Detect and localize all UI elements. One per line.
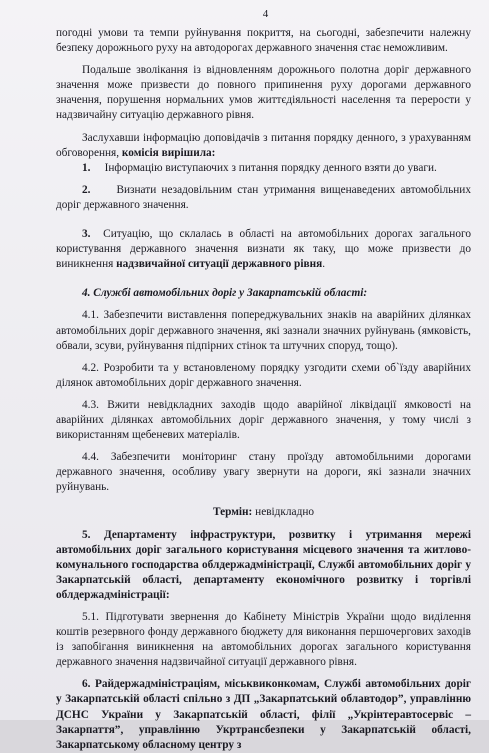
section-4-item-2: 4.2. Розробити та у встановленому порядку узгодити схеми об`їзду аварійних ділянок автомобільних доріг державного значення. [56,361,471,389]
page-number: 4 [262,8,269,20]
intro-continuation: погодні умови та темпи руйнування покриття, на сьогодні, забезпечити належну безпеку дорожнього руху на автодорогах державного значення стає неможливим. [56,27,471,55]
decision-lead-bold: комісія вирішила: [121,146,216,159]
decision-item-2 [56,183,471,213]
term-label: Термін: [212,506,253,519]
section-4-item-4: 4.4. Забезпечити моніторинг стану проїзду автомобільними дорогами державного значення, особливу увагу звернути на дороги, які зазнали значних руйнувань. [56,451,471,494]
decision-item-bold: надзвичайної ситуації державного рівня [116,258,323,271]
decision-item-number: 3. [82,228,91,241]
decision-item-suffix: . [322,258,326,271]
section-4-item-1: 4.1. Забезпечити виставлення попереджувальних знаків на аварійних ділянках автомобільних доріг державного значення, які зазнали значних руйнувань (ямковість, обвали, зсуви, руйнування підпірних стінок та штучних споруд, тощо). [56,309,471,352]
decision-item-3 [56,227,471,272]
section-6-heading: 6. Райдержадміністраціям, міськвиконкомам, Службі автомобільних доріг у Закарпатській області спільно з ДП „Закарпатський облавтодор”, управлінню ДСНС України у Закарпатській області, філії „Укрінтеравтосервіс – Закарпаття”, управлінню Укртрансбезпеки у Закарпатській області, Закарпатському обласному центру з [56,678,471,751]
section-5-item-1: 5.1. Підготувати звернення до Кабінету Міністрів України щодо виділення коштів резервного фонду державного бюджету для виконання першочергових заходів із запобігання виникнення на автомобільних дорогах загального користування державного значення надзвичайної ситуації державного рівня. [56,611,471,669]
decision-lead [56,131,471,161]
decision-item-text: Визнати незадовільним стан утримання вищенаведених автомобільних доріг державного значення. [56,183,472,211]
decision-item-number: 1. [82,161,91,174]
section-4-item-3: 4.3. Вжити невідкладних заходів щодо аварійної ліквідації ямковості на аварійних ділянках автомобільних доріг державного значення, у тому числі з використанням щебеневих матеріалів. [56,398,471,442]
decision-item-text: Ситуацію, що склалась в області на автомобільних дорогах загального користування державного значення визнати як таку, що може призвести до виникнення [56,228,471,271]
section-4-term [56,505,471,520]
decision-item-1 [56,161,471,176]
decision-item-number: 2. [82,183,91,196]
term-value: невідкладно [252,506,315,519]
section-4-heading: 4. Службі автомобільних доріг у Закарпатській області: [82,287,368,300]
decision-lead-text: Заслухавши інформацію доповідачів з питання порядку денного, з урахуванням обговорення, [56,131,471,159]
section-5-heading: 5. Департаменту інфраструктури, розвитку і утримання мережі автомобільних доріг загального користування місцевого значення та житлово-комунального господарства облдержадміністрації, Службі автомобільних доріг у Закарпатській області, департаменту економічного розвитку і торгівлі облдержадміністрації: [56,528,471,601]
intro-paragraph: Подальше зволікання із відновленням дорожнього полотна доріг державного значення може призвести до повного припинення руху дорогами державного значення, порушення нормальних умов життєдіяльності населення та перерости у надзвичайну ситуацію державного рівня. [56,64,471,122]
decision-item-text: Інформацію виступаючих з питання порядку денного взяти до уваги. [104,161,437,174]
